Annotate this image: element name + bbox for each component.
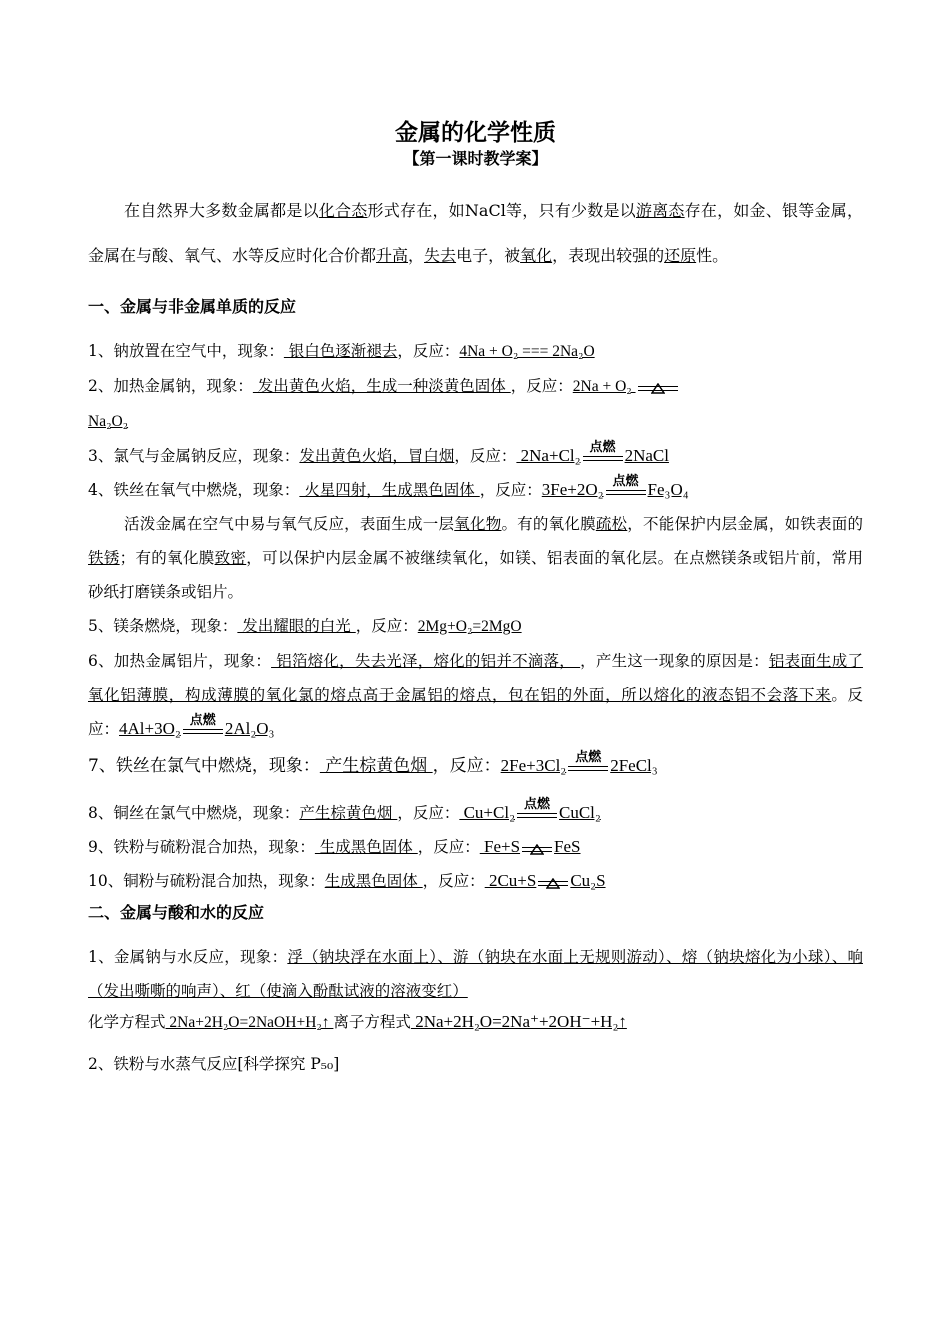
reason-blank: 铝表面生成了氧化铝薄膜，构成薄膜的氧化氯的熔点高于金属铝的熔点，包在铝的外面，所以熔化的液态铝不会落下来	[88, 652, 863, 704]
condition-label: 点燃	[575, 750, 602, 765]
equation-left: 2Na + O₂	[572, 378, 636, 395]
reaction-label: ，反应：	[355, 617, 418, 635]
section-heading: 二、金属与酸和水的反应	[88, 903, 265, 922]
reaction-label: ，反应：	[454, 447, 517, 465]
reaction-label: ，反应：	[417, 838, 480, 856]
phenomenon-blank: 生成黑色固体	[324, 872, 423, 890]
heat-condition	[636, 373, 680, 391]
para-text: 活泼金属在空气中易与氧气反应，表面生成一层	[124, 515, 455, 533]
reaction-3	[88, 439, 863, 473]
intro-text: 在自然界大多数金属都是以	[124, 201, 319, 220]
phenomenon-blank: 铝箔熔化，失去光泽，熔化的铝并不滴落，	[271, 652, 581, 670]
para-blank: 致密	[214, 549, 247, 567]
intro-text: 电子，被	[456, 246, 521, 265]
reaction-label: 5、镁条燃烧，现象：	[88, 617, 238, 635]
reaction-label: 8、铜丝在氯气中燃烧，现象：	[88, 804, 300, 822]
reaction-10	[88, 864, 863, 898]
intro-text: 存在，如金、银等金属，金属在与酸、氧气、水等反应时化合价都	[88, 201, 863, 265]
reaction-label: 9、铁粉与硫粉混合加热，现象：	[88, 838, 315, 856]
phenomenon-blank: 产生棕黄色烟	[319, 756, 433, 776]
reaction-8	[88, 796, 863, 830]
equation-left: 4Al+3O₂	[119, 719, 181, 738]
ignite-condition	[566, 750, 610, 771]
intro-blank: 游离态	[635, 201, 685, 220]
intro-blank: 还原	[664, 246, 697, 265]
condition-label: 点燃	[612, 474, 639, 489]
ignite-condition	[181, 713, 225, 734]
intro-text: ，表现出较强的	[552, 246, 665, 265]
oxide-paragraph	[88, 507, 863, 609]
para-blank: 铁锈	[88, 549, 120, 567]
reaction-label: 7、铁丝在氯气中燃烧，现象：	[88, 756, 320, 776]
equation-right: 2Al₂O₃	[224, 719, 275, 738]
reaction-6	[88, 644, 863, 746]
ionic-equation: 2Na+2H₂O=2Na⁺+2OH⁻+H₂↑	[410, 1012, 627, 1031]
reaction-label: 3、氯气与金属钠反应，现象：	[88, 447, 300, 465]
phenomenon-blank: 浮（钠块浮在水面上）、游（钠块在水面上无规则游动）、熔（钠块熔化为小球）、响（发出嘶嘶的响声）、红（使滴入酚酞试液的溶液变红）	[88, 948, 863, 1000]
para-text: 。有的氧化膜	[501, 515, 596, 533]
equation: 2Mg+O₂=2MgO	[417, 618, 522, 635]
phenomenon-blank: 火星四射，生成黑色固体	[299, 481, 480, 499]
equation-left: 3Fe+2O₂	[541, 480, 604, 499]
phenomenon-blank: 产生棕黄色烟	[299, 804, 398, 822]
reaction-2-cont	[88, 404, 863, 439]
reaction-7	[88, 746, 863, 786]
reaction-label: 6、加热金属铝片，现象：	[88, 652, 272, 670]
heat-condition	[520, 834, 554, 852]
equation-label: 离子方程式	[333, 1013, 411, 1031]
reaction-9	[88, 830, 863, 864]
phenomenon-blank: 生成黑色固体	[314, 838, 418, 856]
reaction-label: 4、铁丝在氧气中燃烧，现象：	[88, 481, 300, 499]
reaction-4	[88, 473, 863, 507]
equation-left: 2Fe+3Cl₂	[500, 756, 567, 775]
equation-right: 2NaCl	[624, 446, 669, 465]
intro-blank: 氧化	[520, 246, 553, 265]
phenomenon-blank: 银白色逐渐褪去	[283, 342, 398, 360]
para-text: ；有的氧化膜	[119, 549, 215, 567]
equation-right: FeS	[554, 837, 581, 856]
equation-left: 2Cu+S	[484, 871, 537, 890]
intro-blank: 化合态	[318, 201, 368, 220]
reaction-2	[88, 369, 863, 404]
equation-label: 化学方程式	[88, 1013, 166, 1031]
intro-text: 形式存在，如NaCl等，只有少数是以	[367, 201, 636, 220]
reaction-label: 2、加热金属钠，现象：	[88, 377, 253, 395]
intro-text: ，	[408, 246, 425, 265]
intro-blank: 失去	[424, 246, 457, 265]
page-subtitle: 【第一课时教学案】	[403, 149, 548, 168]
heat-condition	[536, 868, 570, 886]
reaction-label: ，反应：	[432, 756, 501, 776]
iron-steam-item: 2、铁粉与水蒸气反应[科学探究 P₅₀]	[88, 1055, 340, 1073]
reaction-label: ，反应：	[397, 342, 460, 360]
reaction-1	[88, 334, 863, 369]
reaction-label: ，反应：	[422, 872, 485, 890]
condition-label: 点燃	[523, 797, 550, 812]
ignite-condition	[515, 797, 559, 818]
intro-paragraph	[88, 188, 863, 278]
equation-right: CuCl₂	[559, 803, 601, 822]
equation-right: 2FeCl₃	[610, 756, 658, 775]
equation-right: Cu₂S	[570, 871, 606, 890]
document-page	[88, 118, 863, 1081]
chemical-equation: 2Na+2H₂O=2NaOH+H₂↑	[165, 1014, 334, 1031]
phenomenon-blank: 发出黄色火焰，冒白烟	[299, 447, 455, 465]
reaction-label: ，反应：	[479, 481, 542, 499]
equation-left: Fe+S	[479, 837, 521, 856]
equation-left: Cu+Cl₂	[459, 803, 515, 822]
equation: 4Na + O₂ === 2Na₂O	[459, 343, 595, 360]
section-heading: 一、金属与非金属单质的反应	[88, 297, 297, 316]
reaction-5	[88, 609, 863, 644]
reaction-label: ，反应：	[510, 377, 573, 395]
para-blank: 氧化物	[454, 515, 502, 533]
intro-text: 性。	[696, 246, 729, 265]
ignite-condition	[604, 474, 648, 495]
condition-label: 点燃	[589, 440, 616, 455]
reaction-label: 。反应：	[88, 686, 863, 738]
reaction-label: ，产生这一现象的原因是：	[580, 652, 769, 670]
page-title: 金属的化学性质	[395, 120, 556, 146]
ignite-condition	[581, 440, 625, 461]
intro-blank: 升高	[376, 246, 409, 265]
para-text: ，不能保护内层金属，如铁表面的	[627, 515, 863, 533]
reaction-label: 1、金属钠与水反应，现象：	[88, 948, 288, 966]
equation-right: Na₂O₂	[88, 413, 129, 430]
phenomenon-blank: 发出黄色火焰，生成一种淡黄色固体	[252, 377, 511, 395]
sodium-water-item	[88, 940, 863, 1008]
equation-right: Fe₃O₄	[647, 480, 689, 499]
para-blank: 疏松	[595, 515, 628, 533]
reaction-label: 10、铜粉与硫粉混合加热，现象：	[88, 872, 325, 890]
reaction-label: 1、钠放置在空气中，现象：	[88, 342, 284, 360]
reaction-label: ，反应：	[397, 804, 460, 822]
phenomenon-blank: 发出耀眼的白光	[237, 617, 356, 635]
condition-label: 点燃	[189, 713, 216, 728]
sodium-water-equations	[88, 1008, 863, 1037]
para-text: ，可以保护内层金属不被继续氧化，如镁、铝表面的氧化层。在点燃镁条或铝片前，常用砂纸打磨镁条或铝片。	[88, 549, 863, 601]
equation-left: 2Na+Cl₂	[516, 446, 581, 465]
